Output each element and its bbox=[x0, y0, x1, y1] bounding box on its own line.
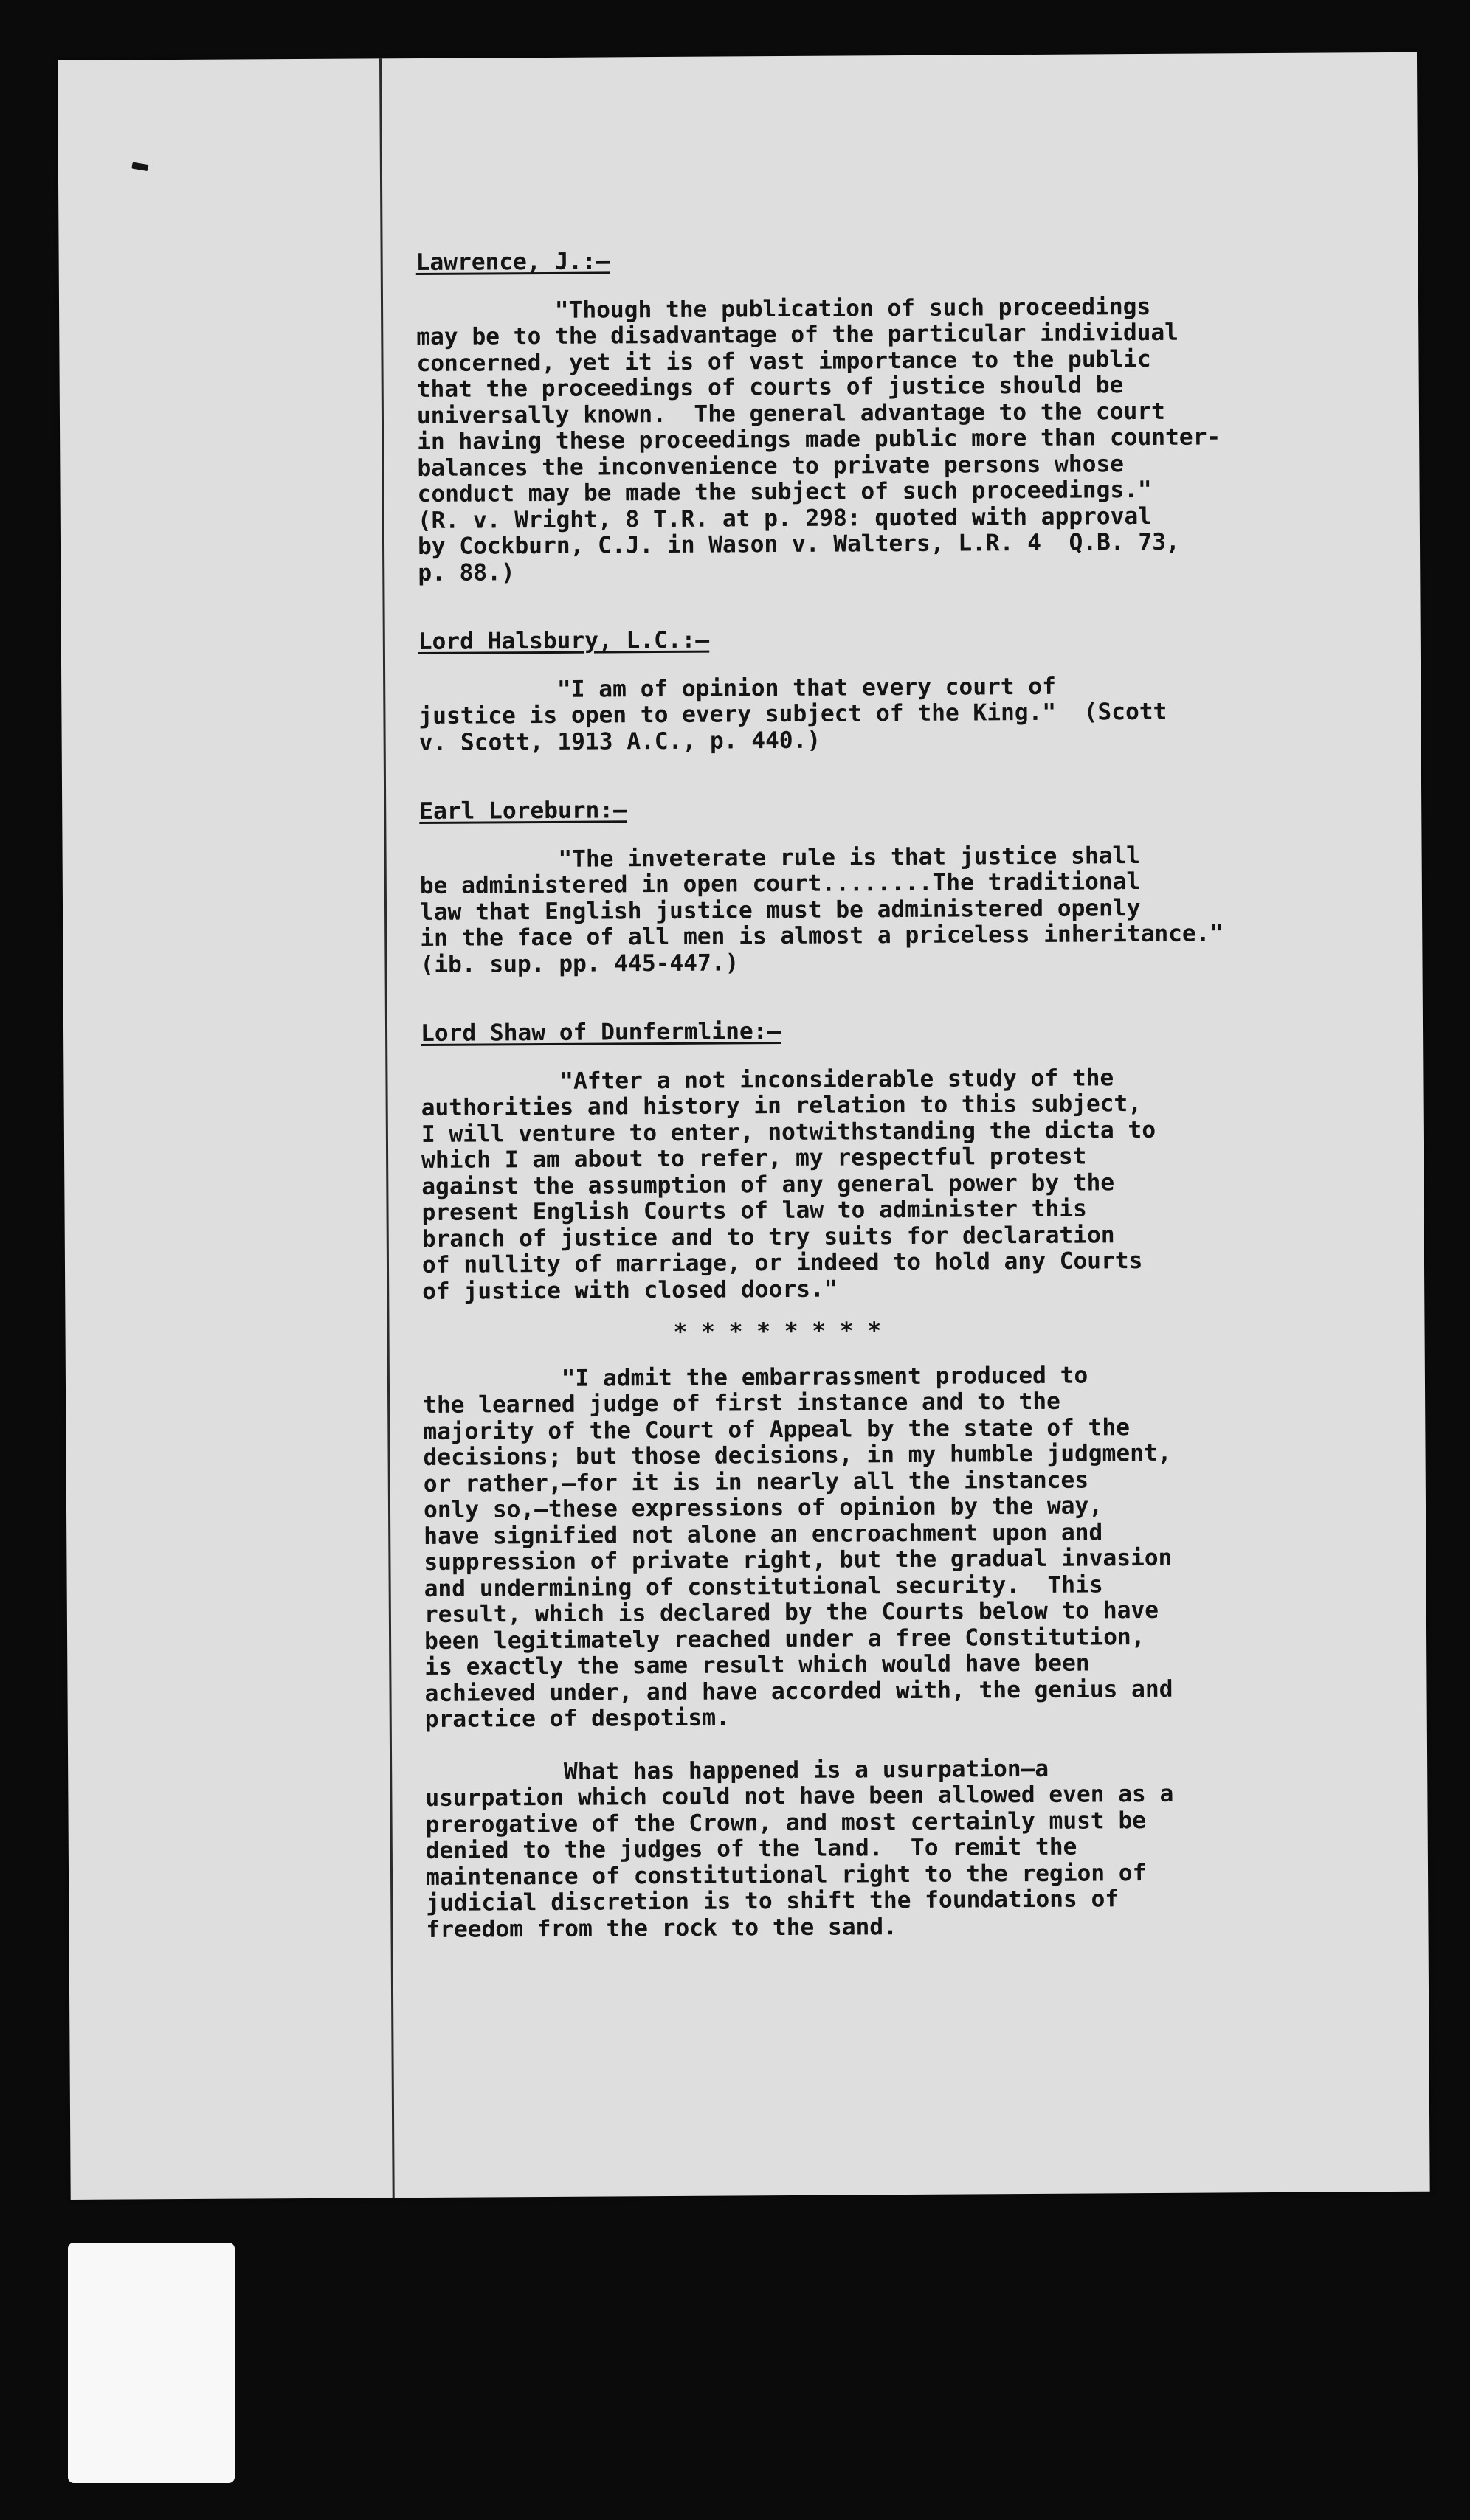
speaker-heading: Lord Halsbury, L.C.:— bbox=[418, 626, 710, 656]
text-line: in the face of all men is almost a priceless inheritance." bbox=[420, 920, 1224, 952]
text-line: conduct may be made the subject of such proceedings." bbox=[417, 476, 1152, 508]
text-line: only so,—these expressions of opinion by the way, bbox=[423, 1492, 1103, 1524]
text-line: and undermining of constitutional security. This bbox=[424, 1571, 1103, 1602]
document-body bbox=[416, 244, 1415, 1943]
margin-rule bbox=[379, 58, 395, 2198]
text-line: usurpation which could not have been allowed even as a bbox=[425, 1780, 1174, 1812]
quote-paragraph bbox=[425, 1754, 1415, 1943]
text-line: against the assumption of any general power by the bbox=[421, 1169, 1115, 1200]
quote-paragraph bbox=[423, 1360, 1414, 1733]
text-line: in having these proceedings made public more than counter- bbox=[417, 423, 1221, 456]
text-line: freedom from the rock to the sand. bbox=[426, 1913, 897, 1943]
text-line: majority of the Court of Appeal by the state of the bbox=[423, 1413, 1131, 1445]
text-line: (ib. sup. pp. 445-447.) bbox=[420, 949, 739, 978]
text-line: of nullity of marriage, or indeed to hold any Courts bbox=[421, 1247, 1143, 1279]
text-line: have signified not alone an encroachment upon and bbox=[424, 1518, 1103, 1550]
quote-section bbox=[419, 793, 1409, 978]
text-line: been legitimately reached under a free Constitution, bbox=[424, 1623, 1145, 1655]
text-line: prerogative of the Crown, and most certainly must be bbox=[425, 1807, 1147, 1838]
text-line: of justice with closed doors." bbox=[422, 1275, 838, 1305]
text-line: "I admit the embarrassment produced to bbox=[422, 1362, 1088, 1393]
text-line: by Cockburn, C.J. in Wason v. Walters, L.R. 4 Q.B. 73, bbox=[417, 528, 1180, 561]
quote-paragraph bbox=[421, 1063, 1411, 1305]
speaker-heading: Earl Loreburn:— bbox=[419, 797, 627, 825]
speaker-heading: Lord Shaw of Dunfermline:— bbox=[420, 1018, 781, 1048]
text-line: (R. v. Wright, 8 T.R. at p. 298: quoted with approval bbox=[417, 502, 1153, 534]
text-line: is exactly the same result which would have been bbox=[424, 1650, 1090, 1681]
text-line: that the proceedings of courts of justice should be bbox=[416, 372, 1124, 404]
text-line: achieved under, and have accorded with, the genius and bbox=[424, 1675, 1173, 1707]
text-line: "The inveterate rule is that justice shall bbox=[419, 842, 1141, 873]
text-line: or rather,—for it is in nearly all the instances bbox=[423, 1467, 1089, 1498]
speaker-heading: Lawrence, J.:— bbox=[415, 248, 610, 277]
text-line: authorities and history in relation to this subject, bbox=[421, 1090, 1142, 1122]
text-line: "After a not inconsiderable study of the bbox=[421, 1064, 1114, 1095]
text-line: practice of despotism. bbox=[424, 1704, 730, 1734]
text-line: concerned, yet it is of vast importance to the public bbox=[416, 345, 1151, 377]
ink-mark bbox=[131, 162, 148, 172]
text-line: p. 88.) bbox=[418, 558, 515, 586]
quote-section bbox=[421, 1015, 1415, 1943]
text-line: What has happened is a usurpation—a bbox=[425, 1755, 1049, 1786]
document-page bbox=[58, 52, 1430, 2200]
section-separator: * * * * * * * * bbox=[673, 1318, 882, 1346]
text-line: "I am of opinion that every court of bbox=[418, 673, 1057, 704]
quote-paragraph bbox=[420, 841, 1409, 978]
quote-paragraph bbox=[416, 292, 1407, 586]
text-line: denied to the judges of the land. To remit the bbox=[425, 1833, 1077, 1864]
text-line: the learned judge of first instance and to the bbox=[423, 1388, 1060, 1419]
text-line: result, which is declared by the Courts below to have bbox=[424, 1596, 1159, 1629]
quote-section bbox=[416, 244, 1407, 586]
text-line: I will venture to enter, notwithstanding the dicta to bbox=[421, 1116, 1156, 1148]
text-line: v. Scott, 1913 A.C., p. 440.) bbox=[418, 727, 821, 756]
text-line: suppression of private right, but the gradual invasion bbox=[424, 1544, 1173, 1576]
text-line: may be to the disadvantage of the particular individual bbox=[416, 319, 1179, 351]
text-line: law that English justice must be administered openly bbox=[419, 894, 1141, 926]
text-line: judicial discretion is to shift the foundations of bbox=[426, 1886, 1119, 1917]
text-line: branch of justice and to try suits for declaration bbox=[421, 1221, 1115, 1253]
text-line: decisions; but those decisions, in my humble judgment, bbox=[423, 1439, 1172, 1472]
text-line: "Though the publication of such proceedings bbox=[415, 293, 1151, 325]
text-line: present English Courts of law to administer this bbox=[421, 1195, 1087, 1227]
text-line: be administered in open court........The traditional bbox=[419, 868, 1141, 900]
text-line: maintenance of constitutional right to the region of bbox=[425, 1859, 1147, 1891]
text-line: balances the inconvenience to private persons whose bbox=[417, 450, 1125, 482]
text-line: universally known. The general advantage to the court bbox=[416, 398, 1165, 429]
text-line: which I am about to refer, my respectful protest bbox=[421, 1143, 1087, 1174]
text-line: justice is open to every subject of the King." (Scott bbox=[418, 698, 1167, 730]
blank-label-card bbox=[68, 2243, 235, 2483]
quote-paragraph bbox=[418, 671, 1408, 756]
quote-section bbox=[418, 623, 1408, 756]
